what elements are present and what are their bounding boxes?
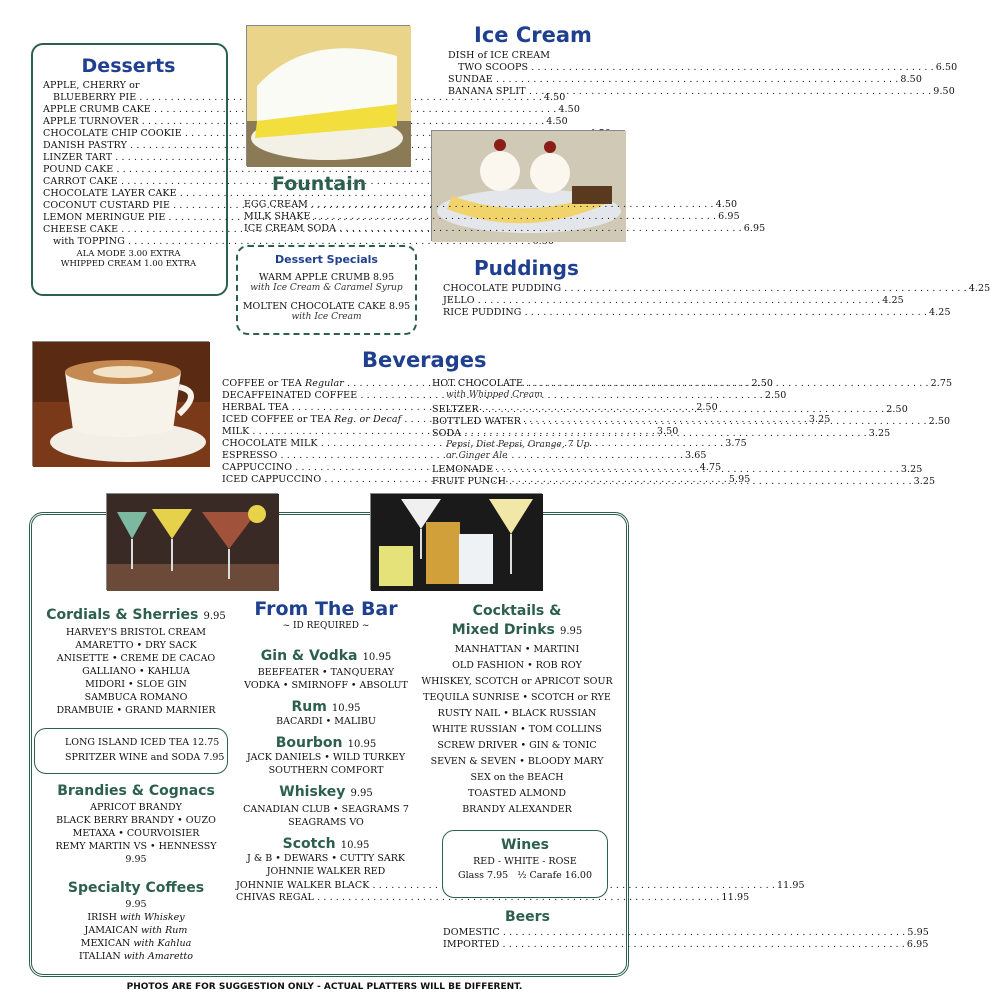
- wines-types: RED - WHITE - ROSE: [473, 856, 577, 867]
- beer-item: DOMESTIC . . . 5.95: [443, 927, 615, 939]
- long-island-box: [34, 728, 228, 774]
- whiskey-price: 9.95: [350, 788, 373, 799]
- bar-line: BACARDI • MALIBU: [276, 716, 376, 727]
- bar-line: SOUTHERN COMFORT: [268, 765, 384, 776]
- dessert-item: with TOPPING . . .: [43, 236, 214, 248]
- cordials-title: Cordials & Sherries: [46, 607, 199, 623]
- pudding-item: CHOCOLATE PUDDING . . . 4.25: [443, 283, 611, 295]
- brandies-section: [36, 783, 236, 866]
- brandies-line: APRICOT BRANDY: [90, 802, 182, 813]
- bar-line: SEAGRAMS VO: [288, 817, 364, 828]
- beers-list: [443, 927, 929, 951]
- beverage-item: MILK . . . 3.50: [222, 426, 418, 438]
- cocktail-line: WHITE RUSSIAN • TOM COLLINS: [432, 724, 602, 735]
- cocktail-line: OLD FASHION • ROB ROY: [452, 660, 582, 671]
- cocktail-line: TOASTED ALMOND: [467, 788, 566, 799]
- cocktail-line: BRANDY ALEXANDER: [462, 804, 572, 815]
- beverage-sub: with Whipped Cream: [446, 390, 543, 400]
- desserts-title: Desserts: [81, 55, 176, 77]
- beverage-item: CAPPUCCINO . . . 4.75: [222, 462, 418, 474]
- special-apple-crumb: WARM APPLE CRUMB 8.95: [258, 272, 395, 283]
- dessert-item: CHOCOLATE CHIP COOKIE . . .: [43, 128, 214, 140]
- dessert-specials-title: Dessert Specials: [275, 253, 378, 266]
- dessert-specials-box: [236, 245, 417, 335]
- beverage-sub: Pepsi, Diet Pepsi, Orange, 7 Up: [446, 440, 590, 450]
- dessert-item: LEMON MERINGUE PIE . . .: [43, 212, 214, 224]
- dessert-item: BLUEBERRY PIE . . . 4.50: [43, 92, 214, 104]
- cocktail-line: RUSTY NAIL • BLACK RUSSIAN: [437, 708, 597, 719]
- footer-disclaimer: PHOTOS ARE FOR SUGGESTION ONLY - ACTUAL PLATTERS WILL BE DIFFERENT.: [126, 982, 523, 992]
- specialty-price: 9.95: [125, 899, 147, 910]
- cordials-line: HARVEY'S BRISTOL CREAM: [66, 627, 206, 638]
- cocktail-line: SCREW DRIVER • GIN & TONIC: [437, 740, 597, 751]
- cordials-price: 9.95: [203, 611, 226, 622]
- dessert-item: POUND CAKE . . .: [43, 164, 214, 176]
- pie-photo: [246, 25, 410, 166]
- special-molten-cake-sub: with Ice Cream: [291, 312, 362, 322]
- ice-cream-item: BANANA SPLIT . . . 9.50: [448, 86, 616, 98]
- puddings-list: [443, 283, 990, 319]
- wines-title: Wines: [500, 837, 550, 853]
- beverage-item: FRUIT PUNCH . . . 3.25: [432, 476, 628, 488]
- cocktail-line: SEVEN & SEVEN • BLOODY MARY: [430, 756, 604, 767]
- rum-title: Rum: [291, 699, 327, 715]
- bourbon-title: Bourbon: [275, 735, 343, 751]
- whiskey-title: Whiskey: [279, 784, 346, 800]
- gin-vodka-price: 10.95: [362, 652, 392, 663]
- gin-vodka-title: Gin & Vodka: [260, 648, 358, 664]
- fountain-item: EGG CREAM . . . 4.50: [244, 199, 414, 211]
- ice-cream-list: [448, 50, 958, 98]
- fountain-list: [244, 199, 766, 235]
- cocktail-line: TEQUILA SUNRISE • SCOTCH or RYE: [423, 692, 611, 703]
- cocktail-line: SEX on the BEACH: [470, 772, 564, 783]
- cocktails-photo: [106, 493, 278, 590]
- dessert-item: CHEESE CAKE . . .: [43, 224, 214, 236]
- spritzer-item: SPRITZER WINE and SODA 7.95: [65, 752, 225, 763]
- specialty-line: MEXICAN with Kahlua: [80, 938, 192, 949]
- cocktails-title-2: Mixed Drinks: [451, 622, 555, 638]
- bar-line: CANADIAN CLUB • SEAGRAMS 7: [243, 804, 409, 815]
- cordials-line: GALLIANO • KAHLUA: [82, 666, 190, 677]
- beverage-item: LEMONADE . . . 3.25: [432, 464, 628, 476]
- bar-line: JACK DANIELS • WILD TURKEY: [246, 752, 406, 763]
- cocktails-section: [416, 603, 618, 818]
- bar-line: JOHNNIE WALKER RED: [266, 866, 386, 877]
- beverage-item: HOT CHOCOLATE . . . 2.75: [432, 378, 628, 390]
- brandies-line: METAXA • COURVOISIER: [72, 828, 200, 839]
- fountain-item: MILK SHAKE . . . 6.95: [244, 211, 414, 223]
- beverage-item: BOTTLED WATER . . . 2.50: [432, 416, 628, 428]
- desserts-extra-whipped: WHIPPED CREAM 1.00 EXTRA: [60, 259, 197, 269]
- specialty-title: Specialty Coffees: [67, 880, 205, 896]
- beverage-item: SODA . . . 3.25: [432, 428, 628, 440]
- beverage-item: SELTZER . . . 2.50: [432, 404, 628, 416]
- specialty-coffees-section: [36, 880, 236, 963]
- dessert-item: DANISH PASTRY . . .: [43, 140, 214, 152]
- specialty-line: ITALIAN with Amaretto: [79, 951, 193, 962]
- scotch-price: 10.95: [340, 840, 370, 851]
- beverage-item: ICED CAPPUCCINO . . . 5.95: [222, 474, 418, 486]
- beverage-item: ICED COFFEE or TEA Reg. or Decaf . . . 3.25: [222, 414, 418, 426]
- beer-item: IMPORTED . . . 6.95: [443, 939, 615, 951]
- beverage-item: CHOCOLATE MILK . . . 3.75: [222, 438, 418, 450]
- cordials-line: ANISETTE • CREME DE CACAO: [56, 653, 216, 664]
- dessert-item: COCONUT CUSTARD PIE . . .: [43, 200, 214, 212]
- bar-id-required: ~ ID REQUIRED ~: [282, 621, 370, 631]
- ice-cream-item: SUNDAE . . . 8.50: [448, 74, 616, 86]
- dessert-item: APPLE, CHERRY or: [43, 80, 140, 91]
- fountain-title: Fountain: [272, 173, 367, 195]
- dessert-item: CARROT CAKE . . .: [43, 176, 214, 188]
- beverage-item: HERBAL TEA . . . 2.50: [222, 402, 418, 414]
- desserts-extra-alamode: ALA MODE 3.00 EXTRA: [76, 249, 181, 259]
- wine-carafe-price: ½ Carafe 16.00: [517, 870, 592, 881]
- long-island-item: LONG ISLAND ICED TEA 12.75: [65, 737, 220, 748]
- cocktail-line: MANHATTAN • MARTINI: [454, 644, 580, 655]
- ice-cream-item: DISH of ICE CREAM: [448, 50, 551, 61]
- cordials-section: [36, 604, 236, 717]
- brandies-title: Brandies & Cognacs: [57, 783, 215, 799]
- cordials-line: MIDORI • SLOE GIN: [85, 679, 187, 690]
- mixed-drinks-photo: [370, 493, 542, 590]
- brandies-line: REMY MARTIN VS • HENNESSY: [55, 841, 217, 852]
- rum-price: 10.95: [331, 703, 361, 714]
- pudding-item: JELLO . . . 4.25: [443, 295, 611, 307]
- pudding-item: RICE PUDDING . . . 4.25: [443, 307, 611, 319]
- fountain-item: ICE CREAM SODA . . . 6.95: [244, 223, 414, 235]
- wines-box: [442, 830, 608, 898]
- bar-title: From The Bar: [254, 598, 398, 620]
- beverage-item: DECAFFEINATED COFFEE . . . 2.50: [222, 390, 418, 402]
- cocktails-title-1: Cocktails &: [472, 603, 562, 619]
- beverages-title: Beverages: [362, 348, 487, 372]
- dessert-item: APPLE CRUMB CAKE . . . 4.50: [43, 104, 214, 116]
- cappuccino-photo: [32, 341, 209, 466]
- dessert-item: CHOCOLATE LAYER CAKE . . .: [43, 188, 214, 200]
- ice-cream-item: TWO SCOOPS . . . 6.50: [448, 62, 616, 74]
- beverage-item: ESPRESSO . . . 3.65: [222, 450, 418, 462]
- cocktail-line: WHISKEY, SCOTCH or APRICOT SOUR: [421, 676, 613, 687]
- bar-line: J & B • DEWARS • CUTTY SARK: [247, 853, 405, 864]
- specialty-line: JAMAICAN with Rum: [84, 925, 188, 936]
- scotch-item: CHIVAS REGAL . . . 11.95: [236, 892, 416, 904]
- brandies-line: BLACK BERRY BRANDY • OUZO: [56, 815, 216, 826]
- beers-title: Beers: [505, 909, 550, 925]
- beverage-sub: or Ginger Ale: [446, 451, 508, 461]
- cordials-line: AMARETTO • DRY SACK: [75, 640, 197, 651]
- cordials-line: DRAMBUIE • GRAND MARNIER: [56, 705, 216, 716]
- puddings-title: Puddings: [474, 256, 579, 280]
- scotch-item: JOHNNIE WALKER BLACK . . . 11.95: [236, 880, 416, 892]
- scotch-title: Scotch: [282, 836, 336, 852]
- dessert-item: LINZER TART . . .: [43, 152, 214, 164]
- beverage-item: COFFEE or TEA Regular . . . 2.50: [222, 378, 418, 390]
- special-apple-crumb-sub: with Ice Cream & Caramel Syrup: [250, 283, 403, 293]
- ice-cream-title: Ice Cream: [474, 23, 592, 47]
- brandies-price: 9.95: [125, 854, 147, 865]
- special-molten-cake: MOLTEN CHOCOLATE CAKE 8.95: [242, 301, 411, 312]
- dessert-item: APPLE TURNOVER . . . 4.50: [43, 116, 214, 128]
- bar-line: BEEFEATER • TANQUERAY: [257, 667, 395, 678]
- cocktails-price: 9.95: [559, 626, 583, 637]
- bar-line: VODKA • SMIRNOFF • ABSOLUT: [244, 680, 408, 691]
- cordials-line: SAMBUCA ROMANO: [84, 692, 188, 703]
- bourbon-price: 10.95: [347, 739, 377, 750]
- specialty-line: IRISH with Whiskey: [87, 912, 185, 923]
- wine-glass-price: Glass 7.95: [457, 870, 509, 881]
